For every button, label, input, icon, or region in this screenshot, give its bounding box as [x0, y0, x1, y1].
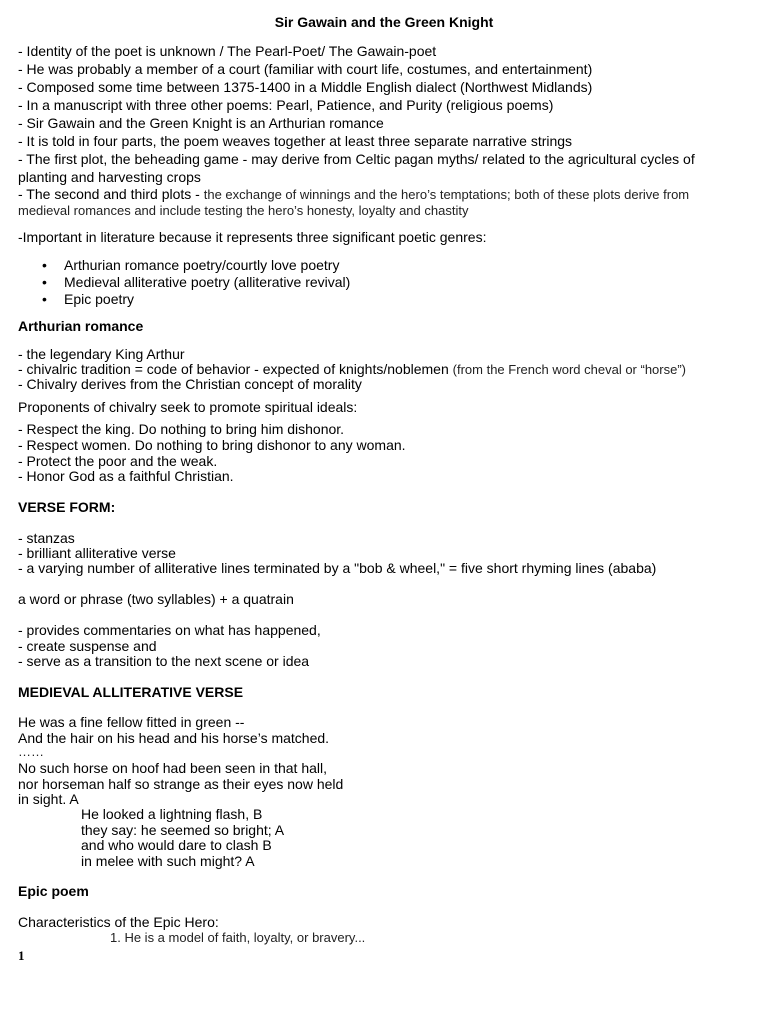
- cheval-note: (from the French word cheval or “horse”): [452, 362, 686, 377]
- intro-line: - Identity of the poet is unknown / The Pearl-Poet/ The Gawain-poet: [18, 43, 437, 59]
- arthurian-heading: Arthurian romance: [18, 318, 144, 334]
- commentary-line: - provides commentaries on what has happened,: [18, 622, 321, 638]
- medieval-verse-heading: MEDIEVAL ALLITERATIVE VERSE: [18, 684, 244, 700]
- arthurian-line: - Chivalry derives from the Christian concept of morality: [18, 376, 362, 392]
- ideal-item: - Protect the poor and the weak.: [18, 453, 218, 469]
- bullet-marker: •: [42, 274, 47, 290]
- bullet-marker: •: [42, 257, 47, 273]
- ideal-item: - Respect women. Do nothing to bring dishonor to any woman.: [18, 437, 406, 453]
- commentary-line: - create suspense and: [18, 638, 157, 654]
- commentary-line: - serve as a transition to the next scene or idea: [18, 653, 310, 669]
- verse-form-heading: VERSE FORM:: [18, 499, 116, 515]
- chivalric-text: - chivalric tradition = code of behavior - expected of knights/noblemen: [18, 361, 453, 377]
- intro-line: - It is told in four parts, the poem weaves together at least three separate narrative strings: [18, 133, 573, 149]
- arthurian-line: - the legendary King Arthur: [18, 346, 185, 362]
- verse-line: - stanzas: [18, 530, 75, 546]
- importance-line: -Important in literature because it represents three significant poetic genres:: [18, 229, 487, 245]
- poem-line: in sight. A: [18, 791, 79, 807]
- genre-item: Medieval alliterative poetry (alliterative revival): [64, 274, 351, 290]
- intro-line: - In a manuscript with three other poems: Pearl, Patience, and Purity (religious poems): [18, 97, 554, 113]
- poem-line: No such horse on hoof had been seen in that hall,: [18, 760, 327, 776]
- intro-line: - Composed some time between 1375-1400 in a Middle English dialect (Northwest Midlands): [18, 79, 593, 95]
- verse-line: - a varying number of alliterative lines terminated by a "bob & wheel," = five short rhyming lines (ababa): [18, 560, 657, 576]
- intro-line: - He was probably a member of a court (familiar with court life, costumes, and entertainment): [18, 61, 593, 77]
- intro-line: - Sir Gawain and the Green Knight is an Arthurian romance: [18, 115, 384, 131]
- wheel-line: they say: he seemed so bright; A: [81, 822, 285, 838]
- genre-item: Arthurian romance poetry/courtly love poetry: [64, 257, 340, 273]
- intro-line: planting and harvesting crops: [18, 169, 201, 185]
- poem-line: He was a fine fellow fitted in green --: [18, 714, 245, 730]
- ideal-item: - Honor God as a faithful Christian.: [18, 468, 234, 484]
- poem-line: And the hair on his head and his horse’s matched.: [18, 730, 330, 746]
- genre-item: Epic poetry: [64, 291, 135, 307]
- document-title: Sir Gawain and the Green Knight: [274, 14, 494, 30]
- wheel-line: and who would dare to clash B: [81, 837, 272, 853]
- ideal-item: - Respect the king. Do nothing to bring him dishonor.: [18, 421, 345, 437]
- proponents-line: Proponents of chivalry seek to promote spiritual ideals:: [18, 399, 358, 415]
- plots-line-detail: the exchange of winnings and the hero’s temptations; both of these plots derive from: [203, 187, 690, 202]
- wheel-line: He looked a lightning flash, B: [81, 806, 263, 822]
- poem-ellipsis: ……: [18, 744, 44, 759]
- page-number: 1: [18, 948, 25, 963]
- plots-line: [18, 186, 689, 203]
- poem-line: nor horseman half so strange as their eyes now held: [18, 776, 344, 792]
- bullet-marker: •: [42, 291, 47, 307]
- quatrain-line: a word or phrase (two syllables) + a quatrain: [18, 591, 294, 607]
- plots-line-continued: medieval romances and include testing the hero’s honesty, loyalty and chastity: [18, 203, 469, 218]
- plots-line-lead: - The second and third plots -: [18, 186, 204, 202]
- wheel-line: in melee with such might? A: [81, 853, 255, 869]
- epic-heading: Epic poem: [18, 883, 89, 899]
- epic-item: 1. He is a model of faith, loyalty, or bravery...: [110, 930, 366, 945]
- verse-line: - brilliant alliterative verse: [18, 545, 176, 561]
- epic-characteristics: Characteristics of the Epic Hero:: [18, 914, 219, 930]
- intro-line: - The first plot, the beheading game - may derive from Celtic pagan myths/ related to the agricultural cycles of: [18, 151, 695, 167]
